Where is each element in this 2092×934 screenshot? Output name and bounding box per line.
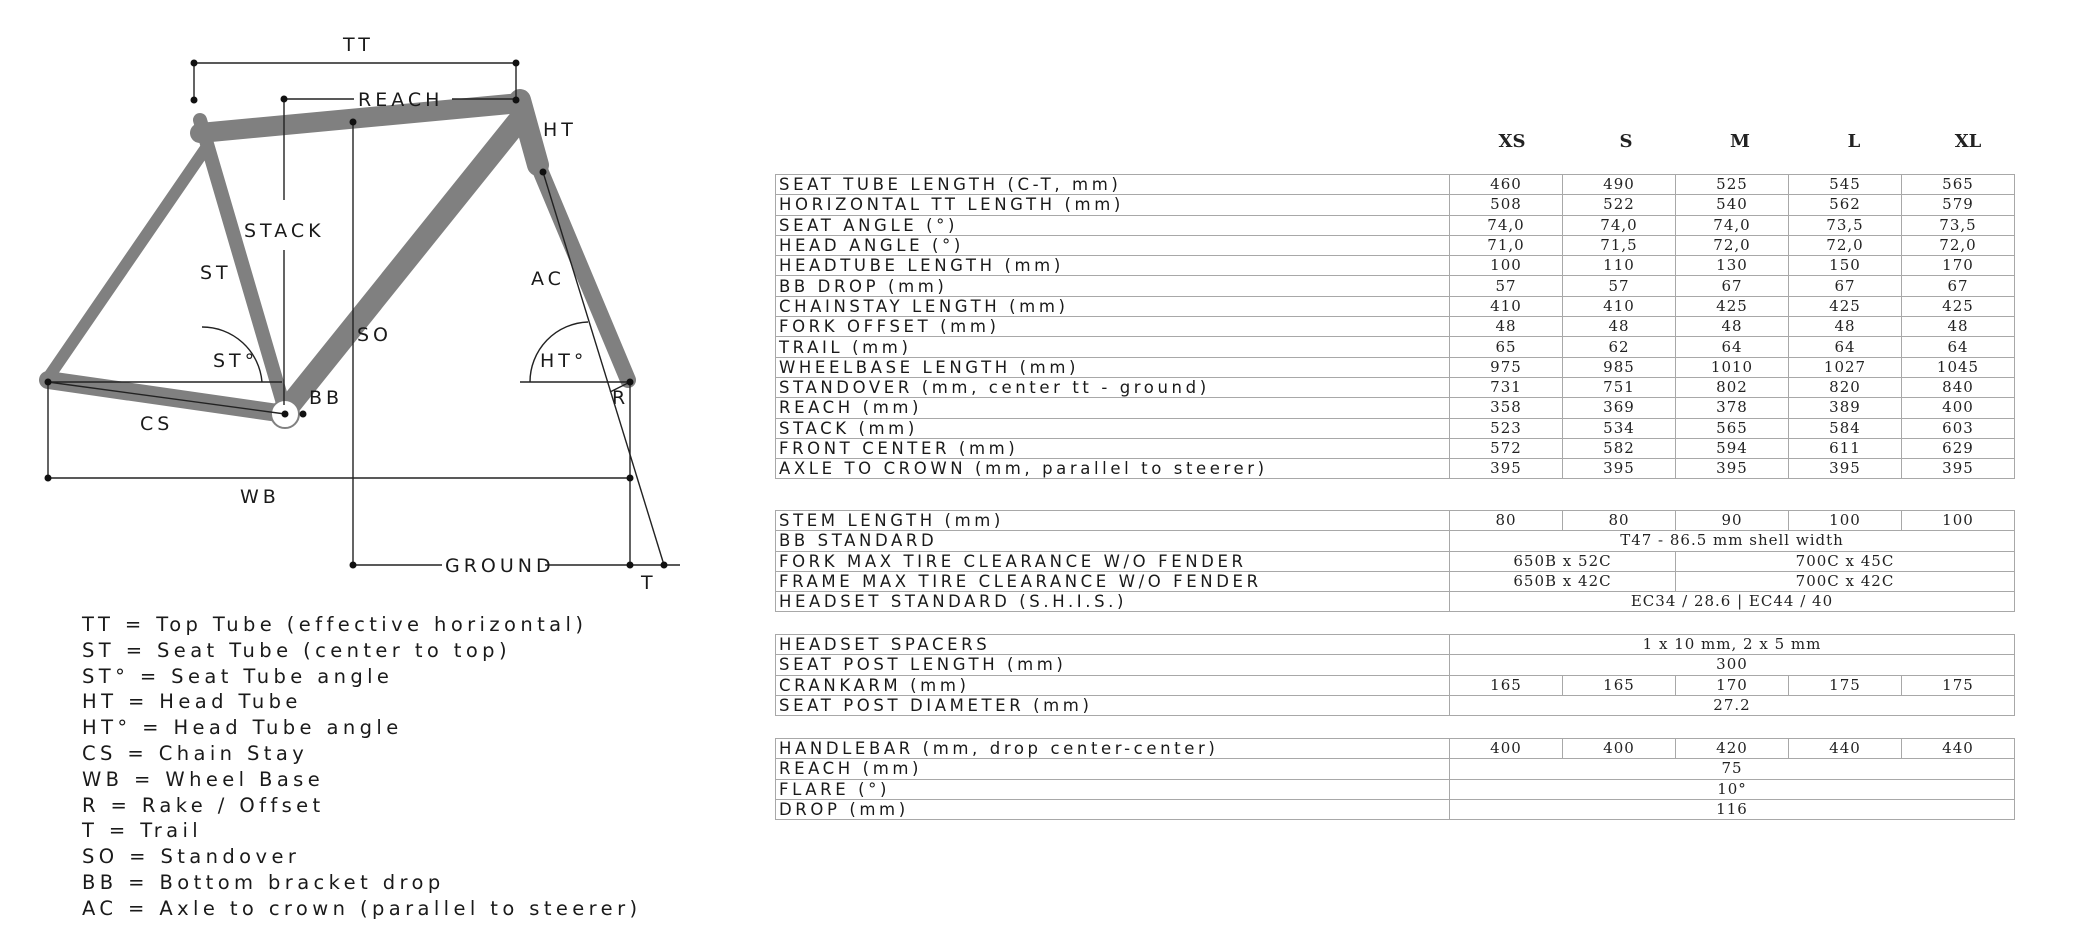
legend-item: HT = Head Tube bbox=[82, 690, 302, 714]
cell: 72,0 bbox=[1902, 235, 2015, 255]
row-label: FORK MAX TIRE CLEARANCE W/O FENDER bbox=[776, 551, 1450, 571]
cell: 130 bbox=[1676, 256, 1789, 276]
table-row bbox=[776, 799, 2015, 819]
cell: 48 bbox=[1563, 317, 1676, 337]
cell: 10° bbox=[1450, 779, 2015, 799]
cell: 369 bbox=[1563, 398, 1676, 418]
cell: 440 bbox=[1902, 739, 2015, 759]
table-row bbox=[776, 551, 2015, 571]
cell: 650B x 42C bbox=[1450, 571, 1676, 591]
legend-item: WB = Wheel Base bbox=[82, 767, 325, 791]
table-row bbox=[776, 195, 2015, 215]
row-label: AXLE TO CROWN (mm, parallel to steerer) bbox=[776, 459, 1450, 479]
row-label: FLARE (°) bbox=[776, 779, 1450, 799]
cell: 378 bbox=[1676, 398, 1789, 418]
cell: 540 bbox=[1676, 195, 1789, 215]
row-label: FORK OFFSET (mm) bbox=[776, 317, 1450, 337]
cell: 565 bbox=[1902, 175, 2015, 195]
cell: 425 bbox=[1676, 296, 1789, 316]
cell: 985 bbox=[1563, 357, 1676, 377]
cell: 67 bbox=[1902, 276, 2015, 296]
table-row bbox=[776, 337, 2015, 357]
row-label: SEAT TUBE LENGTH (C-T, mm) bbox=[776, 175, 1450, 195]
label-t: T bbox=[641, 572, 657, 594]
cell: 73,5 bbox=[1902, 215, 2015, 235]
row-label: HEADTUBE LENGTH (mm) bbox=[776, 256, 1450, 276]
cell: 490 bbox=[1563, 175, 1676, 195]
cell: 67 bbox=[1676, 276, 1789, 296]
cell: 48 bbox=[1676, 317, 1789, 337]
cell: 71,0 bbox=[1450, 235, 1563, 255]
cell: 100 bbox=[1789, 511, 1902, 531]
cell: 1045 bbox=[1902, 357, 2015, 377]
cell: 650B x 52C bbox=[1450, 551, 1676, 571]
row-label: BB DROP (mm) bbox=[776, 276, 1450, 296]
cell: 425 bbox=[1902, 296, 2015, 316]
cell: 150 bbox=[1789, 256, 1902, 276]
cell: 410 bbox=[1450, 296, 1563, 316]
cell: 72,0 bbox=[1676, 235, 1789, 255]
table-row bbox=[776, 215, 2015, 235]
label-r: R bbox=[612, 387, 630, 409]
cell: 100 bbox=[1450, 256, 1563, 276]
cell: 165 bbox=[1563, 675, 1676, 695]
cell: 700C x 42C bbox=[1676, 571, 2015, 591]
row-label: BB STANDARD bbox=[776, 531, 1450, 551]
table-row bbox=[776, 418, 2015, 438]
cell: 400 bbox=[1450, 739, 1563, 759]
row-label: REACH (mm) bbox=[776, 398, 1450, 418]
table-row bbox=[776, 438, 2015, 458]
cell: 74,0 bbox=[1676, 215, 1789, 235]
row-label: HORIZONTAL TT LENGTH (mm) bbox=[776, 195, 1450, 215]
cell: 116 bbox=[1450, 799, 2015, 819]
cell: 74,0 bbox=[1563, 215, 1676, 235]
cell: 460 bbox=[1450, 175, 1563, 195]
cell: 48 bbox=[1902, 317, 2015, 337]
cell: T47 - 86.5 mm shell width bbox=[1450, 531, 2015, 551]
cell: 751 bbox=[1563, 377, 1676, 397]
label-so: SO bbox=[357, 324, 393, 346]
table-row bbox=[776, 759, 2015, 779]
cell: 565 bbox=[1676, 418, 1789, 438]
cell: 395 bbox=[1676, 459, 1789, 479]
cell: EC34 / 28.6 | EC44 / 40 bbox=[1450, 592, 2015, 612]
cell: 175 bbox=[1902, 675, 2015, 695]
legend-item: T = Trail bbox=[82, 819, 203, 843]
legend-item: HT° = Head Tube angle bbox=[82, 716, 403, 740]
cell: 175 bbox=[1789, 675, 1902, 695]
table-row bbox=[776, 235, 2015, 255]
row-label: TRAIL (mm) bbox=[776, 337, 1450, 357]
cell: 395 bbox=[1789, 459, 1902, 479]
label-ht-angle: HT° bbox=[540, 350, 588, 372]
table-row bbox=[776, 695, 2015, 715]
cell: 90 bbox=[1676, 511, 1789, 531]
cell: 73,5 bbox=[1789, 215, 1902, 235]
down-tube bbox=[290, 120, 519, 405]
label-st-angle: ST° bbox=[213, 350, 259, 372]
row-label: CHAINSTAY LENGTH (mm) bbox=[776, 296, 1450, 316]
table-row bbox=[776, 779, 2015, 799]
cell: 64 bbox=[1676, 337, 1789, 357]
legend-item: TT = Top Tube (effective horizontal) bbox=[82, 613, 588, 636]
geometry-table bbox=[775, 174, 2015, 479]
cell: 572 bbox=[1450, 438, 1563, 458]
legend-item: ST° = Seat Tube angle bbox=[82, 664, 394, 688]
cell: 75 bbox=[1450, 759, 2015, 779]
cell: 534 bbox=[1563, 418, 1676, 438]
cell: 80 bbox=[1563, 511, 1676, 531]
label-tt: TT bbox=[343, 34, 374, 56]
cell: 395 bbox=[1902, 459, 2015, 479]
table-row bbox=[776, 377, 2015, 397]
table-row bbox=[776, 655, 2015, 675]
cell: 594 bbox=[1676, 438, 1789, 458]
cell: 110 bbox=[1563, 256, 1676, 276]
label-ac: AC bbox=[531, 268, 565, 290]
cell: 545 bbox=[1789, 175, 1902, 195]
cell: 611 bbox=[1789, 438, 1902, 458]
table-row bbox=[776, 276, 2015, 296]
legend-item: SO = Standover bbox=[82, 845, 301, 869]
table-row bbox=[776, 175, 2015, 195]
table-row bbox=[776, 459, 2015, 479]
cell: 100 bbox=[1902, 511, 2015, 531]
cell: 64 bbox=[1902, 337, 2015, 357]
row-label: SEAT POST DIAMETER (mm) bbox=[776, 695, 1450, 715]
table-row bbox=[776, 398, 2015, 418]
row-label: WHEELBASE LENGTH (mm) bbox=[776, 357, 1450, 377]
table-row bbox=[776, 635, 2015, 655]
cell: 80 bbox=[1450, 511, 1563, 531]
standards-table bbox=[775, 510, 2015, 612]
cell: 629 bbox=[1902, 438, 2015, 458]
cell: 67 bbox=[1789, 276, 1902, 296]
cell: 603 bbox=[1902, 418, 2015, 438]
table-row bbox=[776, 675, 2015, 695]
cell: 62 bbox=[1563, 337, 1676, 357]
label-stack: STACK bbox=[244, 220, 325, 242]
row-label: FRAME MAX TIRE CLEARANCE W/O FENDER bbox=[776, 571, 1450, 591]
frame-geometry-diagram bbox=[0, 0, 730, 610]
row-label: STEM LENGTH (mm) bbox=[776, 511, 1450, 531]
label-ht: HT bbox=[543, 119, 577, 141]
label-cs: CS bbox=[140, 413, 174, 435]
cell: 410 bbox=[1563, 296, 1676, 316]
legend-item: BB = Bottom bracket drop bbox=[82, 870, 445, 894]
table-row bbox=[776, 317, 2015, 337]
cell: 48 bbox=[1789, 317, 1902, 337]
row-label: DROP (mm) bbox=[776, 799, 1450, 819]
row-label: HEADSET STANDARD (S.H.I.S.) bbox=[776, 592, 1450, 612]
table-row bbox=[776, 571, 2015, 591]
row-label: REACH (mm) bbox=[776, 759, 1450, 779]
legend-item: R = Rake / Offset bbox=[82, 793, 325, 817]
cell: 579 bbox=[1902, 195, 2015, 215]
table-row bbox=[776, 531, 2015, 551]
head-tube bbox=[520, 100, 538, 165]
table-row bbox=[776, 357, 2015, 377]
cell: 300 bbox=[1450, 655, 2015, 675]
cell: 358 bbox=[1450, 398, 1563, 418]
cell: 584 bbox=[1789, 418, 1902, 438]
seat-stay bbox=[48, 145, 208, 378]
handlebar-table bbox=[775, 738, 2015, 820]
cell: 395 bbox=[1450, 459, 1563, 479]
parts-table bbox=[775, 634, 2015, 716]
cell: 700C x 45C bbox=[1676, 551, 2015, 571]
cell: 1027 bbox=[1789, 357, 1902, 377]
row-label: STANDOVER (mm, center tt - ground) bbox=[776, 377, 1450, 397]
cell: 425 bbox=[1789, 296, 1902, 316]
cell: 440 bbox=[1789, 739, 1902, 759]
cell: 523 bbox=[1450, 418, 1563, 438]
cell: 27.2 bbox=[1450, 695, 2015, 715]
row-label: SEAT POST LENGTH (mm) bbox=[776, 655, 1450, 675]
cell: 64 bbox=[1789, 337, 1902, 357]
label-reach: REACH bbox=[358, 89, 444, 111]
row-label: STACK (mm) bbox=[776, 418, 1450, 438]
cell: 165 bbox=[1450, 675, 1563, 695]
cell: 731 bbox=[1450, 377, 1563, 397]
row-label: FRONT CENTER (mm) bbox=[776, 438, 1450, 458]
table-row bbox=[776, 592, 2015, 612]
cell: 72,0 bbox=[1789, 235, 1902, 255]
legend-item: ST = Seat Tube (center to top) bbox=[82, 638, 511, 662]
size-header-s: S bbox=[1619, 131, 1633, 152]
cell: 57 bbox=[1563, 276, 1676, 296]
cell: 170 bbox=[1676, 675, 1789, 695]
row-label: HEADSET SPACERS bbox=[776, 635, 1450, 655]
table-row bbox=[776, 296, 2015, 316]
cell: 522 bbox=[1563, 195, 1676, 215]
table-row bbox=[776, 256, 2015, 276]
cell: 170 bbox=[1902, 256, 2015, 276]
cell: 525 bbox=[1676, 175, 1789, 195]
cell: 400 bbox=[1563, 739, 1676, 759]
size-header-l: L bbox=[1847, 131, 1861, 152]
cell: 582 bbox=[1563, 438, 1676, 458]
cell: 57 bbox=[1450, 276, 1563, 296]
cell: 802 bbox=[1676, 377, 1789, 397]
cell: 840 bbox=[1902, 377, 2015, 397]
cell: 74,0 bbox=[1450, 215, 1563, 235]
label-bb: BB bbox=[309, 387, 344, 409]
label-wb: WB bbox=[240, 486, 280, 508]
cell: 420 bbox=[1676, 739, 1789, 759]
cell: 1010 bbox=[1676, 357, 1789, 377]
label-ground: GROUND bbox=[445, 555, 555, 577]
cell: 389 bbox=[1789, 398, 1902, 418]
label-st: ST bbox=[200, 262, 232, 284]
cell: 820 bbox=[1789, 377, 1902, 397]
size-header-xl: XL bbox=[1954, 131, 1982, 152]
cell: 395 bbox=[1563, 459, 1676, 479]
row-label: HANDLEBAR (mm, drop center-center) bbox=[776, 739, 1450, 759]
legend-item: CS = Chain Stay bbox=[82, 741, 309, 765]
row-label: CRANKARM (mm) bbox=[776, 675, 1450, 695]
cell: 1 x 10 mm, 2 x 5 mm bbox=[1450, 635, 2015, 655]
cell: 71,5 bbox=[1563, 235, 1676, 255]
size-header-m: M bbox=[1730, 131, 1750, 152]
cell: 508 bbox=[1450, 195, 1563, 215]
cell: 65 bbox=[1450, 337, 1563, 357]
cell: 975 bbox=[1450, 357, 1563, 377]
legend-item: AC = Axle to crown (parallel to steerer) bbox=[82, 896, 642, 920]
cell: 400 bbox=[1902, 398, 2015, 418]
cell: 48 bbox=[1450, 317, 1563, 337]
abbreviation-legend bbox=[82, 612, 642, 922]
table-row bbox=[776, 739, 2015, 759]
cell: 562 bbox=[1789, 195, 1902, 215]
size-header-xs: XS bbox=[1498, 131, 1526, 152]
row-label: HEAD ANGLE (°) bbox=[776, 235, 1450, 255]
table-row bbox=[776, 511, 2015, 531]
row-label: SEAT ANGLE (°) bbox=[776, 215, 1450, 235]
